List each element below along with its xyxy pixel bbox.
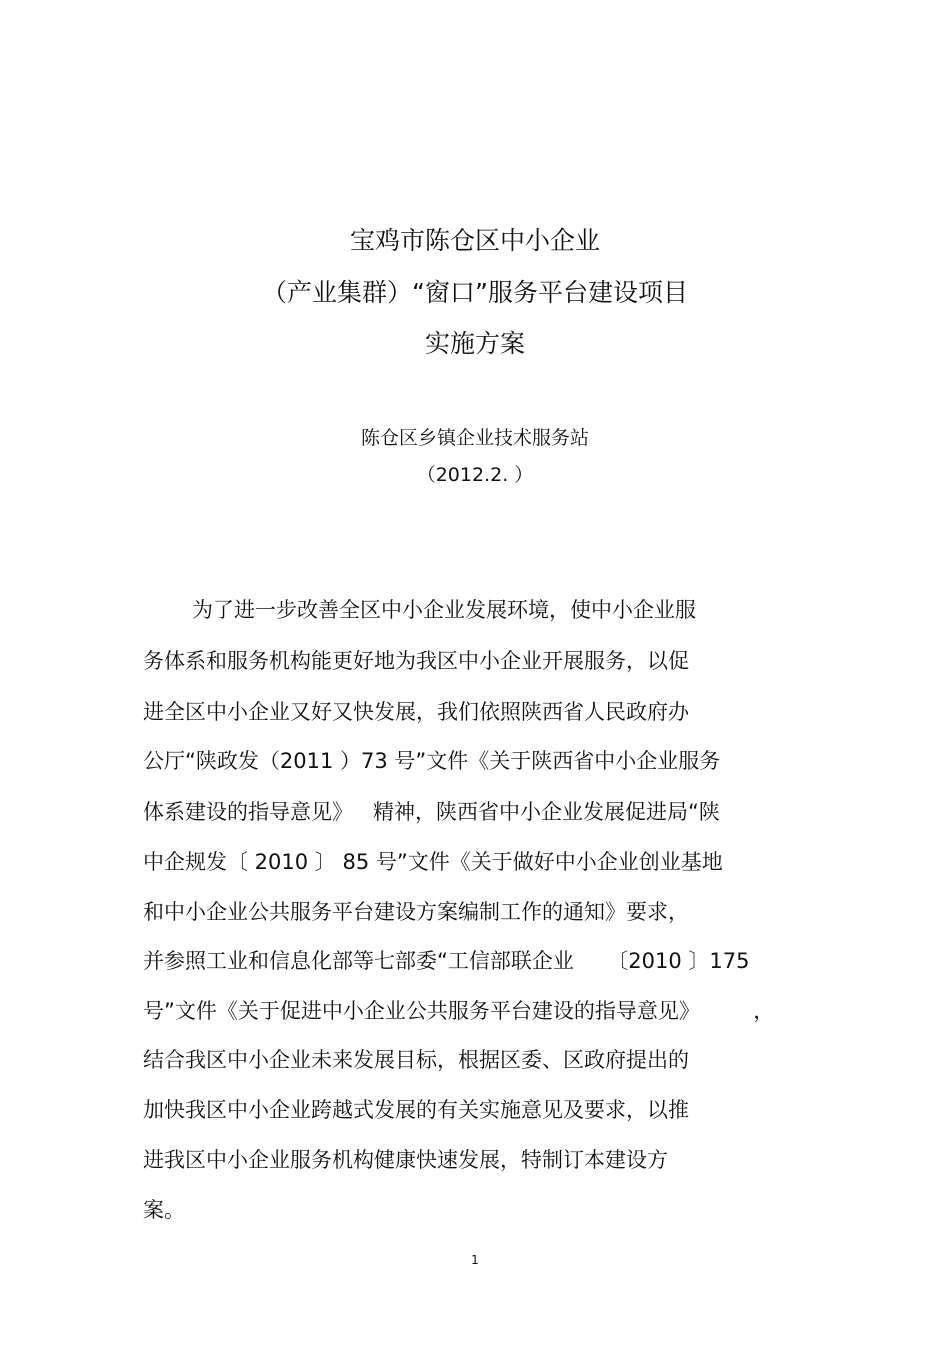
body-line-5: 体系建设的指导意见》 精神，陕西省中小企业发展促进局“陕 bbox=[143, 800, 720, 824]
author-date: （2012.2. ） bbox=[416, 464, 534, 486]
body-line-12: 进我区中小企业服务机构健康快速发展，特制订本建设方 bbox=[143, 1148, 668, 1172]
page-number: 1 bbox=[471, 1253, 479, 1267]
body-line-7: 和中小企业公共服务平台建设方案编制工作的通知》要求， bbox=[143, 900, 689, 924]
title-line-1: 宝鸡市陈仓区中小企业 bbox=[349, 226, 600, 255]
body-line-10: 结合我区中小企业未来发展目标，根据区委、区政府提出的 bbox=[143, 1048, 689, 1072]
body-line-3: 进全区中小企业又好又快发展，我们依照陕西省人民政府办 bbox=[143, 700, 689, 724]
title-line-3: 实施方案 bbox=[424, 329, 525, 358]
title-line-2: （产业集群）“窗口”服务平台建设项目 bbox=[262, 278, 688, 307]
body-line-4: 公厅“陕政发（2011 ）73 号”文件《关于陕西省中小企业服务 bbox=[143, 749, 721, 773]
body-line-2: 务体系和服务机构能更好地为我区中小企业开展服务，以促 bbox=[143, 649, 689, 673]
body-line-1: 为了进一步改善全区中小企业发展环境，使中小企业服 bbox=[192, 598, 696, 622]
body-line-8: 并参照工业和信息化部等七部委“工信部联企业 〔2010 〕175 bbox=[143, 949, 750, 973]
body-line-13: 案。 bbox=[143, 1198, 185, 1222]
author-organization: 陈仓区乡镇企业技术服务站 bbox=[360, 427, 589, 449]
body-line-9: 号”文件《关于促进中小企业公共服务平台建设的指导意见》 ， bbox=[143, 999, 775, 1023]
body-line-6: 中企规发〔 2010 〕 85 号”文件《关于做好中小企业创业基地 bbox=[143, 850, 723, 874]
body-line-11: 加快我区中小企业跨越式发展的有关实施意见及要求，以推 bbox=[143, 1098, 689, 1122]
